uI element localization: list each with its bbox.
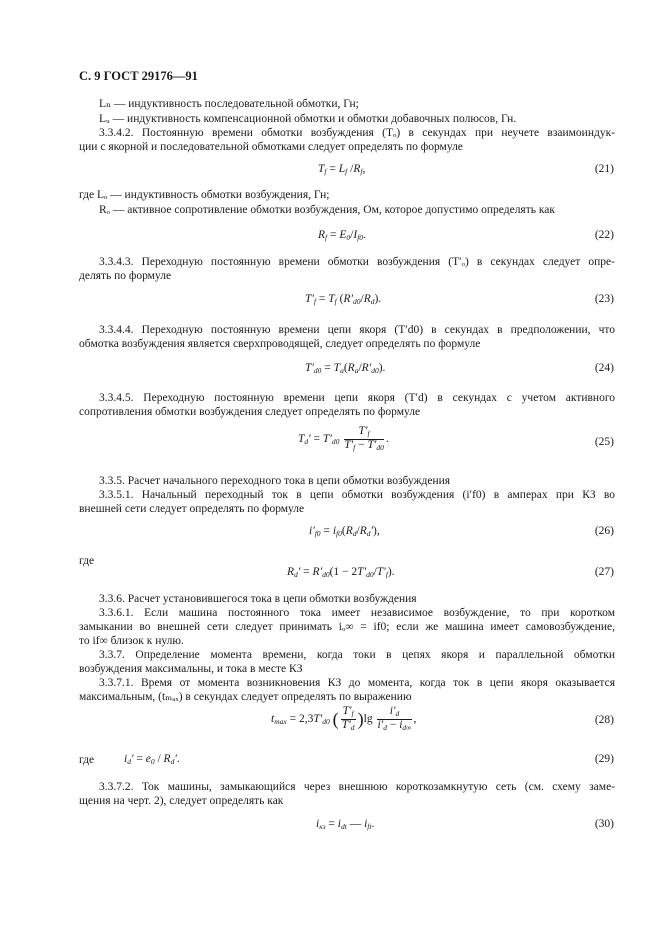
para-3344-line1: 3.3.4.4. Переходную постоянную времени цепи якоря (T′d0) в секундах в предположении, что bbox=[99, 324, 615, 336]
para-3361-line3: то if∞ близок к нулю. bbox=[79, 635, 184, 647]
formula-29: $i_d' = e_0 / R_d'$. bbox=[124, 753, 180, 766]
where-lf: где Lₒ — индуктивность обмотки возбуждения, Гн; bbox=[79, 189, 330, 201]
page-header: С. 9 ГОСТ 29176—91 bbox=[79, 69, 198, 83]
formula-21: $T_f = L_f$ $/R_f$, bbox=[318, 163, 366, 176]
formula-26: $i'_{f0} = i_{f0}(R_d/R_d')$, bbox=[309, 525, 380, 538]
formula-30: $i_{кз} = i_{dt}$ — $i_{ft}$. bbox=[316, 818, 375, 831]
formula-number-30: (30) bbox=[594, 818, 614, 830]
para-3342-line1: 3.3.4.2. Постоянную времени обмотки возбуждения (Tₒ) в секундах при неучете взаимоиндук- bbox=[99, 127, 615, 139]
para-3345-line2: сопротивления обмотки возбуждения следует определять по формуле bbox=[79, 406, 421, 418]
section-335: 3.3.5. Расчет начального переходного тока в цепи обмотки возбуждения bbox=[99, 475, 451, 487]
formula-number-24: (24) bbox=[594, 362, 614, 374]
where-label-3: где bbox=[79, 754, 95, 766]
formula-number-29: (29) bbox=[594, 753, 614, 765]
line-ln-definition: Lₙ — индуктивность последовательной обмотки, Гн; bbox=[99, 98, 359, 110]
formula-number-26: (26) bbox=[594, 525, 614, 537]
formula-28: $t_{max} = 2,3T'_{d0}$ ( $\frac{T'_f}{T'_d}$ )lg $\frac{i'_d}{i'_d - i_{d\infty}}$ , bbox=[271, 705, 417, 732]
formula-number-22: (22) bbox=[594, 229, 614, 241]
section-336: 3.3.6. Расчет установившегося тока в цепи обмотки возбуждения bbox=[99, 593, 417, 605]
para-3345-line1: 3.3.4.5. Переходную постоянную времени цепи якоря (T′d) в секундах с учетом активного bbox=[99, 392, 615, 404]
para-3371-line2: максимальным, (tₘₐₓ) в секундах следует определять по выражению bbox=[79, 691, 412, 703]
para-3372-line1: 3.3.7.2. Ток машины, замыкающийся через внешнюю короткозамкнутую сеть (см. схему заме- bbox=[99, 781, 615, 793]
para-3343-line2: делять по формуле bbox=[79, 270, 172, 282]
formula-number-27: (27) bbox=[594, 566, 614, 578]
para-3351-line2: внешней сети следует определять по формуле bbox=[79, 503, 305, 515]
formula-number-28: (28) bbox=[594, 714, 614, 726]
para-3351-line1: 3.3.5.1. Начальный переходный ток в цепи обмотки возбуждения (i′f0) в амперах при КЗ во bbox=[99, 489, 615, 501]
para-337-line2: возбуждения максимальны, и тока в месте КЗ bbox=[79, 663, 303, 675]
formula-number-23: (23) bbox=[594, 293, 614, 305]
para-3371-line1: 3.3.7.1. Время от момента возникновения КЗ до момента, когда ток в цепи якоря оказывается bbox=[99, 677, 615, 689]
para-3343-line1: 3.3.4.3. Переходную постоянную времени обмотки возбуждения (T′ₒ) в секундах следует опре- bbox=[99, 256, 615, 268]
formula-23: $T'_f = T_f$ $(R'_{d0}/R_d)$. bbox=[305, 293, 382, 306]
para-3342-line2: ции с якорной и последовательной обмотками следует определять по формуле bbox=[79, 141, 463, 153]
where-rf: Rₒ — активное сопротивление обмотки возбуждения, Ом, которое допустимо определять как bbox=[99, 204, 555, 216]
para-3361-line2: замыкании во внешней сети следует принимать iₒ∞ = if0; если же машина имеет самовозбуждение, bbox=[79, 621, 615, 633]
where-label-2: где bbox=[79, 555, 95, 567]
formula-number-21: (21) bbox=[594, 163, 614, 175]
para-3372-line2: щения на черт. 2), следует определять как bbox=[79, 795, 284, 807]
para-3344-line2: обмотка возбуждения является сверхпроводящей, следует определять по формуле bbox=[79, 338, 481, 350]
para-3361-line1: 3.3.6.1. Если машина постоянного тока имеет независимое возбуждение, то при коротком bbox=[99, 607, 615, 619]
formula-24: $T'_{d0} = T_a(R_a/R'_{d0})$. bbox=[305, 362, 386, 375]
formula-number-25: (25) bbox=[594, 436, 614, 448]
line-lu-definition: Lᵤ — индуктивность компенсационной обмотки и обмотки добавочных полюсов, Гн. bbox=[99, 113, 517, 125]
formula-22: $R_f = E_0/I_{f0}$. bbox=[318, 229, 366, 242]
para-337-line1: 3.3.7. Определение момента времени, когда токи в цепях якоря и параллельной обмотки bbox=[99, 649, 615, 661]
formula-27: $R_d' = R'_{d0}(1 - 2T'_{d0}/T'_f)$. bbox=[287, 566, 395, 579]
formula-25: $T_d' = T'_{d0}$ $\frac{T'_f}{T'_f - T'_{d0}}$ . bbox=[298, 425, 389, 452]
